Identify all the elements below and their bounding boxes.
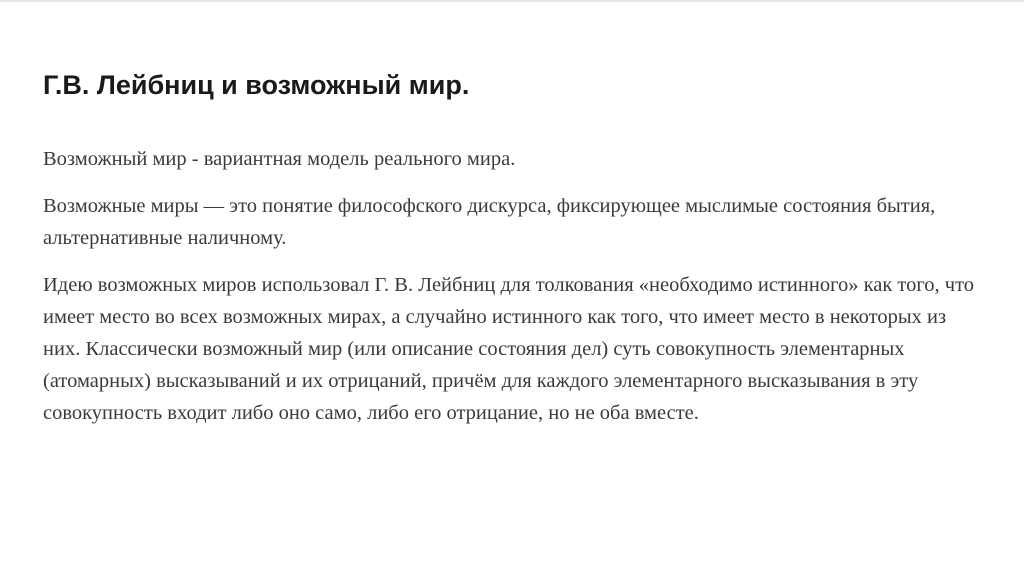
paragraph-possible-worlds: Возможные миры — это понятие философского дискурса, фиксирующее мыслимые состояния бытия, альтернативные наличному.	[43, 195, 936, 249]
slide-body	[43, 143, 983, 429]
top-divider	[0, 0, 1024, 2]
paragraph-leibniz: Идею возможных миров использовал Г. В. Лейбниц для толкования «необходимо истинного» как того, что имеет место во всех возможных мирах, а случайно истинного как того, что имеет место в некоторых из них. Классически возможный мир (или описание состояния дел) суть совокупность элементарных (атомарных) высказываний и их отрицаний, причём для каждого элементарного высказывания в эту совокупность входит либо оно само, либо его отрицание, но не оба вместе.	[43, 274, 975, 424]
slide-title: Г.В. Лейбниц и возможный мир.	[43, 70, 470, 100]
paragraph-definition: Возможный мир - вариантная модель реального мира.	[43, 148, 516, 170]
